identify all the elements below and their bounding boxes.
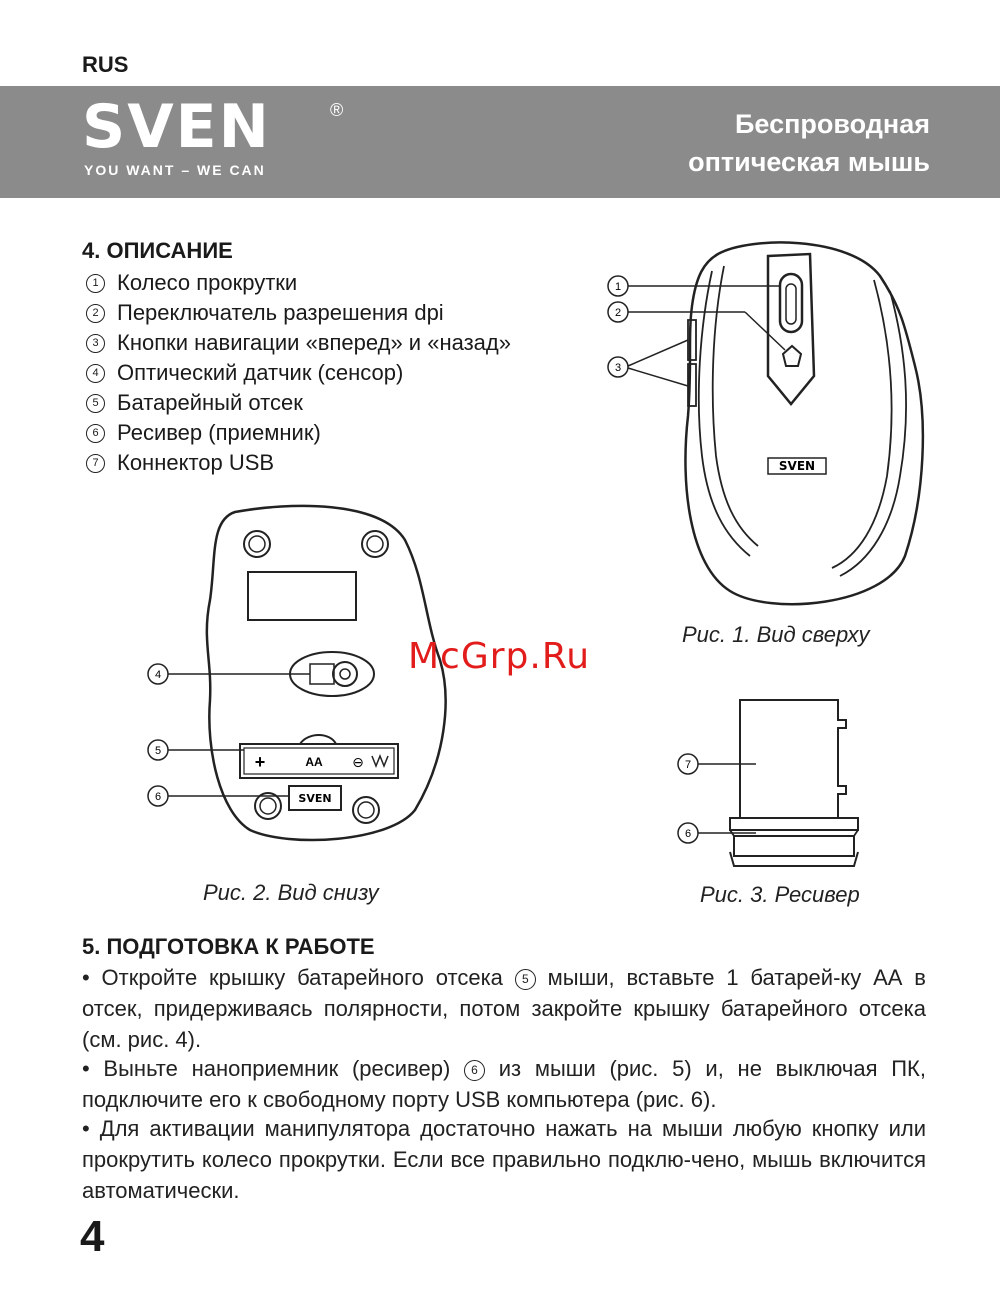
registered-mark: ® <box>330 100 344 120</box>
paragraph-1 <box>82 962 926 1055</box>
number-badge: 3 <box>86 334 105 353</box>
callout-6: 6 <box>154 791 162 803</box>
number-badge: 6 <box>86 424 105 443</box>
callout-6-receiver: 6 <box>684 828 692 840</box>
list-item <box>86 448 511 478</box>
callout-7: 7 <box>684 759 692 771</box>
callout-5: 5 <box>154 745 162 757</box>
list-item <box>86 328 511 358</box>
watermark: McGrp.Ru <box>408 636 591 677</box>
battery-label: AA <box>305 755 323 769</box>
logo-slogan: YOU WANT – WE CAN <box>84 162 266 178</box>
page-number: 4 <box>80 1212 105 1261</box>
list-item <box>86 388 511 418</box>
list-item-label: Кнопки навигации «вперед» и «назад» <box>117 330 511 355</box>
list-item-label: Коннектор USB <box>117 450 275 475</box>
parts-list <box>86 268 511 478</box>
mouse-top-view-illustration <box>600 236 930 616</box>
fig1-caption: Рис. 1. Вид сверху <box>682 622 870 647</box>
number-badge: 4 <box>86 364 105 383</box>
list-item-label: Ресивер (приемник) <box>117 420 321 445</box>
callout-1: 1 <box>614 281 622 293</box>
battery-plus: + <box>254 752 266 772</box>
list-item <box>86 268 511 298</box>
paragraph-2 <box>82 1053 926 1115</box>
callout-3: 3 <box>614 362 622 374</box>
number-badge: 7 <box>86 454 105 473</box>
title-line-1: Беспроводная <box>735 109 930 139</box>
number-badge: 5 <box>86 394 105 413</box>
paragraph-1-start: • Откройте крышку батарейного отсека <box>82 965 503 990</box>
number-badge: 5 <box>515 969 536 990</box>
number-badge: 1 <box>86 274 105 293</box>
paragraph-2-end: из мыши (рис. 5) и, не выключая ПК, подключите его к свободному порту USB компьютера (рис. 6). <box>82 1056 926 1112</box>
list-item <box>86 358 511 388</box>
callout-4: 4 <box>154 669 162 681</box>
mouse-top-logo: SVEN <box>778 459 816 473</box>
title-line-2: оптическая мышь <box>688 147 930 177</box>
section-5-heading: 5. ПОДГОТОВКА К РАБОТЕ <box>82 934 375 959</box>
paragraph-1-end: мыши, вставьте 1 батарей-ку АА в отсек, придерживаясь полярности, потом закройте крышку батарейного отсека (см. рис. 4). <box>82 965 926 1052</box>
mouse-bottom-view-illustration <box>140 500 450 850</box>
list-item-label: Переключатель разрешения dpi <box>117 300 444 325</box>
list-item <box>86 298 511 328</box>
fig3-caption: Рис. 3. Ресивер <box>700 882 860 907</box>
receiver-illustration <box>668 690 878 870</box>
page-title <box>688 105 930 181</box>
callout-2: 2 <box>614 307 622 319</box>
fig2-caption: Рис. 2. Вид снизу <box>203 880 379 905</box>
language-label: RUS <box>82 52 129 77</box>
number-badge: 2 <box>86 304 105 323</box>
paragraph-2-start: • Выньте наноприемник (ресивер) <box>82 1056 451 1081</box>
mouse-bottom-logo: SVEN <box>298 792 332 805</box>
paragraph-3: • Для активации манипулятора достаточно нажать на мыши любую кнопку или прокрутить колесо прокрутки. Если все правильно подклю-чено, мышь включится автоматически. <box>82 1116 926 1203</box>
list-item <box>86 418 511 448</box>
battery-minus: ⊖ <box>352 754 364 770</box>
list-item-label: Оптический датчик (сенсор) <box>117 360 404 385</box>
list-item-label: Батарейный отсек <box>117 390 303 415</box>
number-badge: 6 <box>464 1060 485 1081</box>
section-4-heading: 4. ОПИСАНИЕ <box>82 238 233 263</box>
sven-logo: SVEN <box>82 92 271 162</box>
list-item-label: Колесо прокрутки <box>117 270 298 295</box>
